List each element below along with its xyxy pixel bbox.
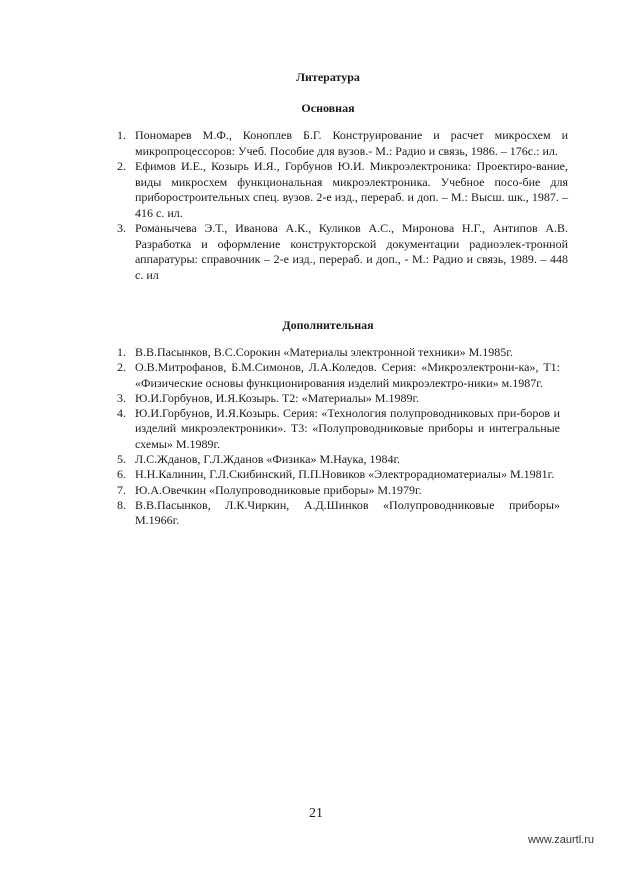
reference-number: 1. [117,128,126,142]
reference-text: Ю.А.Овечкин «Полупроводниковые приборы» М.1979г. [135,482,422,497]
reference-text: В.В.Пасынков, Л.К.Чиркин, А.Д.Шинков «Полупроводниковые приборы» М.1966г. [135,497,560,528]
reference-text: Ю.И.Горбунов, И.Я.Козырь. Серия: «Технология полупроводниковых при-боров и изделий микроэлектроники». Т3: «Полупроводниковые приборы и интегральные схемы» М.1989г. [135,406,560,451]
reference-item [110,498,560,529]
reference-text: Пономарев М.Ф., Коноплев Б.Г. Конструирование и расчет микросхем и микропроцессоров: Учеб. Пособие для вузов.- М.: Радио и связь, 1986. – 176с.: ил. [135,128,568,158]
reference-item [110,159,568,221]
reference-number: 5. [117,452,126,467]
section-heading-extra: Дополнительная [282,318,374,332]
reference-text: Ю.И.Горбунов, И.Я.Козырь. Т2: «Материалы» М.1989г. [135,390,420,405]
site-url[interactable]: www.zaurtl.ru [527,834,594,846]
reference-item [110,452,560,467]
extra-reference-list [110,345,560,529]
reference-item [110,467,560,482]
reference-number: 7. [117,482,126,497]
reference-text: Романычева Э.Т., Иванова А.К., Куликов А.С., Миронова Н.Г., Антипов А.В. Разработка и оформление конструкторской документации радиоэлек-тронной аппаратуры: справочник – 2-е изд., перераб. и доп., - М.: Радио и связь, 1989. – 448 с. ил [135,221,568,282]
reference-item [110,483,560,498]
reference-item [110,391,560,406]
reference-number: 2. [117,159,126,173]
page-number: 21 [309,806,323,821]
reference-number: 6. [117,467,126,482]
section-heading-main: Основная [301,101,355,115]
reference-text: Л.С.Жданов, Г.Л.Жданов «Физика» М.Наука, 1984г. [135,452,401,467]
reference-number: 1. [117,345,126,359]
main-reference-list [110,128,568,283]
reference-item [110,406,560,452]
reference-number: 4. [117,406,126,421]
reference-text: В.В.Пасынков, В.С.Сорокин «Материалы электронной техники» М.1985г. [135,345,513,359]
reference-item [110,221,568,283]
reference-number: 3. [117,390,126,405]
reference-number: 2. [117,360,126,375]
reference-item [110,360,560,391]
reference-text: Ефимов И.Е., Козырь И.Я., Горбунов Ю.И. Микроэлектроника: Проектиро-вание, виды микросхем функциональная микроэлектроника. Учебное посо-бие для приборостроительных спец. вузов. 2-е изд., перераб. и доп. – М.: Высш. шк., 1987. – 416 с. ил. [135,159,568,220]
reference-text: Н.Н.Калинин, Г.Л.Скибинский, П.П.Новиков «Электрорадиоматериалы» М.1981г. [135,467,555,482]
reference-item [110,345,560,360]
reference-item [110,128,568,159]
reference-number: 3. [117,221,126,235]
reference-number: 8. [117,497,126,512]
page-title: Литература [296,70,360,84]
reference-text: О.В.Митрофанов, Б.М.Симонов, Л.А.Коледов. Серия: «Микроэлектрони-ка», Т1: «Физические основы функционирования изделий микроэлектро-ники» м.1987г. [135,360,560,390]
